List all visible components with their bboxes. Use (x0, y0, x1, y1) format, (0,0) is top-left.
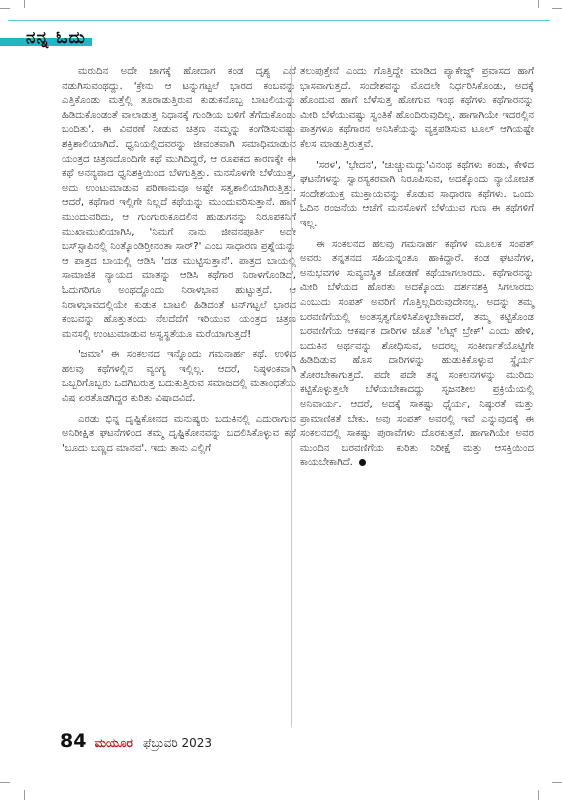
crop-mark (24, 0, 25, 8)
crop-mark (552, 8, 562, 9)
column-divider (291, 65, 292, 727)
section-title: ನನ್ನ ಓದು (26, 28, 86, 48)
crop-mark (538, 0, 539, 8)
end-bullet-icon (359, 459, 366, 466)
left-column (62, 65, 296, 456)
page-number: 84 (60, 730, 87, 752)
issue-date: ಫೆಬ್ರುವರಿ 2023 (143, 736, 213, 750)
crop-mark (24, 790, 25, 800)
paragraph: ಮರುದಿನ ಅದೇ ಜಾಗಕ್ಕೆ ಹೋದಾಗ ಕಂಡ ದೃಶ್ಯ ಎದೆ ನಡುಗಿಸುವಂಥದ್ದು. 'ಕ್ರೇನು ಆ ಟನ್ನುಗಟ್ಟಲೆ ಭಾರದ ಕಂಬವನ್ನು ಎತ್ತಿಕೊಂಡು ಮತ್ತೆಲ್ಲಿ ತೂರಾಡುತ್ತಿರುವ ಕುಡುಕನೊಬ್ಬ ಬಾಟಲಿಯನ್ನು ಹಿಡಿದುಕೊಂಡಂತೆ ವಾಲಾಡುತ್ತ ನಿಧಾನಕ್ಕೆ ಗುಂಡಿಯ ಬಳಿಗೆ ತೆಗೆದುಕೊಂಡು ಬಂದಿತು'. ಈ ವಿವರಣೆ ನೀಡುವ ಚಿತ್ರಣ ನಮ್ಮನ್ನು ಕಂಗೆಡಿಸುವಷ್ಟು ಶಕ್ತಿಶಾಲಿಯಾಗಿದೆ. ಧ್ವನಿಯಲ್ಲಿದವರನ್ನು ಜೀವಂತವಾಗಿ ಸಮಾಧಿಮಾಡುವ ಯಂತ್ರದ ಚಿತ್ರಣದೊಂದಿಗೇ ಕಥೆ ಮುಗಿದಿದ್ದರೆ, ಆ ರೂಪಕದ ಕಾರಣಕ್ಕೇ ಈ ಕಥೆ ಅನನ್ಯವಾದ ಧ್ವನಿಶಕ್ತಿಯಿಂದ ಬೆಳಗುತ್ತಿತ್ತು. ಮನಸೊಳಗೇ ಬೆಳೆಯುತ್ತ, ಅದು ಉಂಟುಮಾಡುವ ಪರಿಣಾಮವೂ ಅಷ್ಟೇ ಸತ್ವಶಾಲಿಯಾಗಿರುತ್ತಿತ್ತು. ಆದರೆ, ಕಥೆಗಾರ ಇಲ್ಲಿಗೇ ನಿಲ್ಲದೆ ಕಥೆಯನ್ನು ಮುಂದುವರಿಸುತ್ತಾನೆ. ಹಾಗೆ ಮುಂದುವರಿದು, ಆ ಗುಂಗುರುಕೂದಲಿನ ಹುಡುಗನನ್ನು ನಿರೂಪಕನಿಗೆ ಮುಖಾಮುಖಿಯಾಗಿಸಿ, 'ನಿಮಗೆ ನಾನು ಜೀವನಪೂರ್ತಿ ಅದೇ ಬಸ್‌ಸ್ಟಾಪಿನಲ್ಲಿ ನಿಂತ್ಕೊಂಡಿರ್‍ತೀನಂತಾ ಸಾರ್?' ಎಂಬ ಸಾಧಾರಣ ಪ್ರಶ್ನೆಯನ್ನು ಆ ಪಾತ್ರದ ಬಾಯಲ್ಲಿ ಆಡಿಸಿ 'ದಡ ಮುಟ್ಟಿಸುತ್ತಾನೆ'. ಪಾತ್ರದ ಬಾಯಲ್ಲಿ ಸಾಮಾಜಿಕ ನ್ಯಾಯದ ಮಾತನ್ನು ಆಡಿಸಿ ಕಥೆಗಾರ ನಿರಾಳಗೊಂಡಿದೆ, ಓದುಗರಿಗೂ ಅಂಥದ್ದೊಂದು ನಿರಾಳಭಾವ ಹುಟ್ಟುತ್ತದೆ. ಆ ನಿರಾಳಭಾವದಲ್ಲಿಯೇ ಕುಡುಕ ಬಾಟಲಿ ಹಿಡಿದಂತೆ ಟನ್‌ಗಟ್ಟಲೆ ಭಾರದ ಕಂಬವನ್ನು ಹೊತ್ತುತಂದು ನೆಲದೆದೆಗೆ ಇರಿಯುವ ಯಂತ್ರದ ಚಿತ್ರಣ ಮನಸಲ್ಲಿ ಉಂಟುಮಾಡುವ ಅಸ್ವಸ್ಥತೆಯೂ ಮರೆಯಾಗುತ್ತದೆ! (62, 66, 296, 340)
crop-mark (0, 8, 10, 9)
magazine-logo: ಮಯೂರ (94, 736, 133, 750)
header-rule (8, 20, 550, 21)
page-footer (60, 730, 212, 752)
paragraph (300, 238, 534, 472)
paragraph-text: ಈ ಸಂಕಲನದ ಹಲವು ಗಮನಾರ್ಹ ಕಥೆಗಳ ಮೂಲಕ ಸಂಪತ್ ಅವರು ತನ್ನತನದ ಸಹಿಯನ್ನಂತೂ ಹಾಕಿದ್ದಾರೆ. ಕಂಡ ಘಟನೆಗಳ, ಅನುಭವಗಳ ಸುವ್ಯವಸ್ಥಿತ ಜೋಡಣೆ ಕಥೆಯಾಗಲಾರದು. ಕಥೆಗಾರನನ್ನು ಮೀರಿ ಬೆಳೆಯದ ಹೊರತು ಅದಕ್ಕೊಂದು ದರ್ಶನಶಕ್ತಿ ಸಿಗಲಾರದು ಎಂಬುದು ಸಂಪತ್ ಅವರಿಗೆ ಗೊತ್ತಿಲ್ಲದಿರುವುದೇನಲ್ಲ. ಅದನ್ನು ತಮ್ಮ ಬರವಣಿಗೆಯಲ್ಲಿ ಅಂತಸ್ಸತ್ವಗೊಳಿಸಿಕೊಳ್ಳಬೇಕಾದರೆ, ತಮ್ಮ ಕಟ್ಟಿಕೊಂಡ ಬರವಣಿಗೆಯ ಆಕರ್ಷಕ ದಾರಿಗಳ ಜೊತೆ 'ಲೆಟ್ಸ್ ಬ್ರೇಕ್' ಎಂದು ಹೇಳಿ, ಬದುಕಿನ ಅರ್ಥವನ್ನು ಶೋಧಿಸುವ, ಅದರಲ್ಲ ಸಂಕೀರ್ಣತೆಯೊಟ್ಟಿಗೇ ಹಿಡಿದಿಡುವ ಹೊಸ ದಾರಿಗಳನ್ನು ಹುಡುಕಿಕೊಳ್ಳುವ ಸ್ಥೈರ್ಯ ತೋರಬೇಕಾಗುತ್ತದೆ. ಪದೇ ಪದೇ ತನ್ನ ಸಂಕಲನಗಳನ್ನು ಮುರಿದು ಕಟ್ಟಿಕೊಳ್ಳುತ್ತಲೇ ಬೆಳೆಯಬೇಕಾದದ್ದು ಸೃಜನಶೀಲ ಪ್ರಕ್ರಿಯೆಯಲ್ಲಿ ಅನಿವಾರ್ಯ. ಆದರೆ, ಅದಕ್ಕೆ ಸಾಕಷ್ಟು ಧೈರ್ಯ, ನಿಷ್ಠುರತೆ ಮತ್ತು ಪ್ರಾಮಾಣಿಕತೆ ಬೇಕು. ಅವು ಸಂಪತ್ ಅವರಲ್ಲಿ ಇವೆ ಎನ್ನುವುದಕ್ಕೆ ಈ ಸಂಕಲನದಲ್ಲಿ ಸಾಕಷ್ಟು ಪುರಾವೆಗಳು ದೊರಕುತ್ತವೆ. ಹಾಗಾಗಿಯೇ ಅವರ ಮುಂದಿನ ಬರವಣಿಗೆಯ ಕುರಿತು ನಿರೀಕ್ಷೆ ಮತ್ತು ಆಸಕ್ತಿಯಿಂದ ಕಾಯಬೇಕಾಗಿದೆ. (300, 238, 534, 469)
paragraph: ಎರಡು ಭಿನ್ನ ದೃಷ್ಟಿಕೋನದ ಮನುಷ್ಯರು ಬದುಕಿನಲ್ಲಿ ಎದುರಾಗುವ ಅನಿರೀಕ್ಷಿತ ಘಟನೆಗಳಿಂದ ತಮ್ಮ ದೃಷ್ಟಿಕೋನವನ್ನು ಬದಲಿಸಿಕೊಳ್ಳುವ ಕಥೆ 'ಬೂದು ಬಣ್ಣದ ಮಾನವ'. ಇದು ತಾನು ಎಲ್ಲಿಗೆ (62, 413, 296, 454)
crop-mark (0, 782, 10, 783)
paragraph: 'ಸರಳ', 'ಭೇದನ', 'ಚುಚ್ಚುಮದ್ದು'ವಿನಂಥ ಕಥೆಗಳು ಕಂಡು, ಕೇಳಿದ ಘಟನೆಗಳನ್ನು ಸ್ವಾರಸ್ಯಕರವಾಗಿ ನಿರೂಪಿಸುವ, ಅದಕ್ಕೊಂದು ನ್ಯಾಯೋಚಿತ ಸಂದೇಶಯುಕ್ತ ಮುಕ್ತಾಯವನ್ನು ಕೊಡುವ ಸಾಧಾರಣ ಕಥೆಗಳು. ಒಂದು ಓದಿನ ರಂಜನೆಯ ಆಚೆಗೆ ಮನಸೊಳಗೆ ಬೆಳೆಯುವ ಗುಣ ಈ ಕಥೆಗಳಿಗೆ ಇಲ್ಲ. (300, 159, 534, 229)
right-column (300, 65, 534, 471)
crop-mark (538, 790, 539, 800)
paragraph: ತಲುಪುತ್ತೇನೆ ಎಂದು ಗೊತ್ತಿದ್ದೇ ಮಾಡಿದ ಪ್ಯಾಕೇಜ್ಡ್ ಪ್ರವಾಸದ ಹಾಗೆ ಭಾಸವಾಗುತ್ತದೆ. ಸಂದೇಶವನ್ನು ಮೊದಲೇ ನಿರ್ಧರಿಸಿಕೊಂಡು, ಅದಕ್ಕೆ ಹೊಂದುವ ಹಾಗೆ ಬೆಳೆಸುತ್ತ ಹೋಗುವ ಇಂಥ ಕಥೆಗಳು ಕಥೆಗಾರನನ್ನು ಮೀರಿ ಬೆಳೆಯುವಷ್ಟು ಸ್ವಂತಿಕೆ ಹೊಂದಿರುವುದಿಲ್ಲ. ಹಾಗಾಗಿಯೇ ಇದರಲ್ಲಿನ ಪಾತ್ರಗಳೂ ಕಥೆಗಾರನ ಅನಿಸಿಕೆಯನ್ನು ವ್ಯಕ್ತಪಡಿಸುವ ಟೂಲ್ ಆಗಿಯಷ್ಟೇ ಕೆಲಸ ಮಾಡುತ್ತಿರುತ್ತವೆ. (300, 66, 534, 150)
paragraph: 'ಜಮಾ' ಈ ಸಂಕಲನದ ಇನ್ನೊಂದು ಗಮನಾರ್ಹ ಕಥೆ. ಉಳಿದ ಹಲವು ಕಥೆಗಳಲ್ಲಿನ ವ್ಯಂಗ್ಯ ಇಲ್ಲಿಲ್ಲ. ಆದರೆ, ನಿಷ್ಠಳಂಕವಾಗಿ ಒಬ್ಬರಿಗೊಬ್ಬರು ಒದಗಿಬರುತ್ತ ಬದುಕುತ್ತಿರುವ ಸಮಾಜದಲ್ಲಿ ಮತಾಂಧತೆಯ ವಿಷ ಏರತೊಡಗಿದ್ದರ ಕುರಿತು ವಿಷಾದವಿದೆ. (62, 349, 296, 405)
crop-mark (552, 782, 562, 783)
